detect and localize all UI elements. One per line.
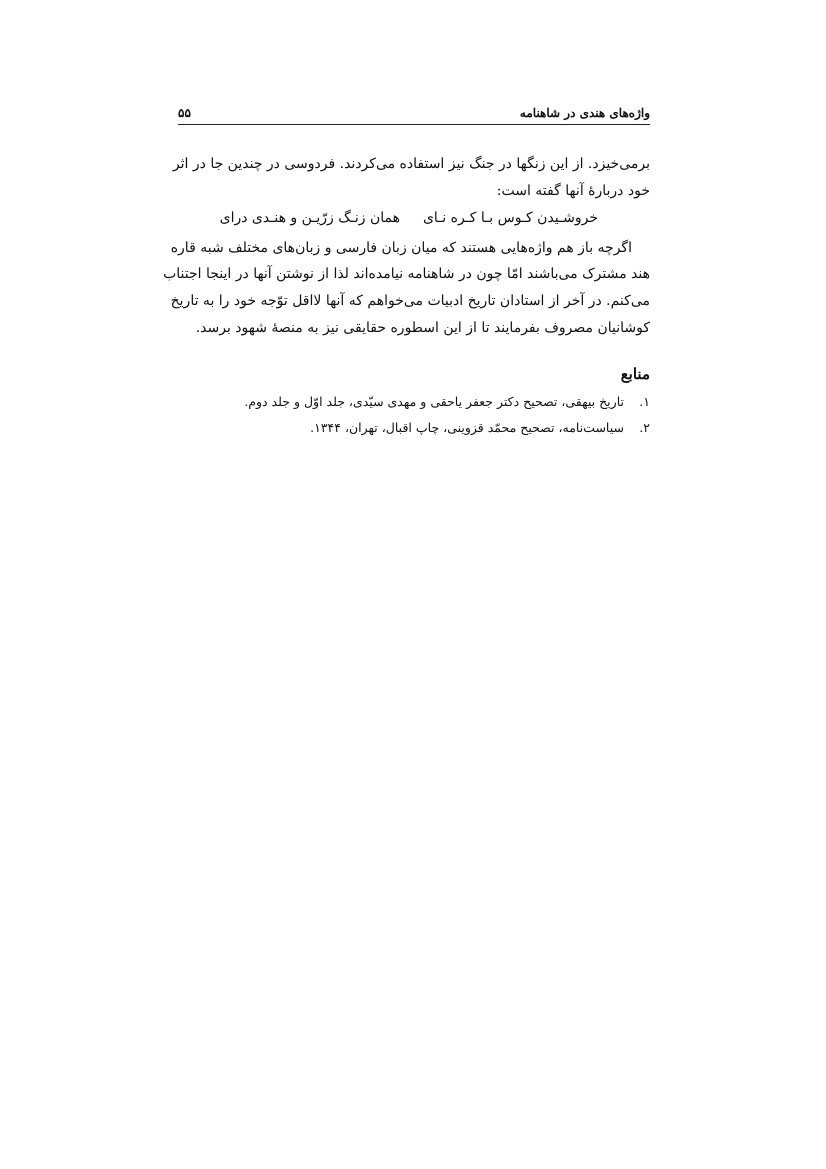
reference-text: سیاست‌نامه، تصحیح محمّد قزوینی، چاپ اقبال، تهران، ۱۳۴۴. <box>310 420 624 435</box>
references-heading: منابع <box>620 365 650 383</box>
book-page <box>163 0 650 1169</box>
verse-hemistich-second: همان زنـگ زرّیـن و هنـدی درای <box>219 210 400 226</box>
running-title: واژه‌های هندی در شاهنامه <box>519 106 650 120</box>
page-number: ۵۵ <box>178 106 191 120</box>
verse <box>178 208 650 228</box>
paragraph-line: می‌کنم. در آخر از استادان تاریخ ادبیات می‌خواهم که آنها لااقل توّجه خود را به تاریخ <box>170 293 650 309</box>
reference-text: تاریخ بیهقی، تصحیح دکتر جعفر یاحقی و مهدی سیّدی، جلد اوّل و جلد دوم. <box>244 394 624 409</box>
paragraph-line: خود دربارهٔ آنها گفته است: <box>496 183 650 199</box>
reference-number: ۲. <box>639 420 650 435</box>
paragraph-line: هند مشترک می‌باشند امّا چون در شاهنامه نیامده‌اند لذا از نوشتن آنها در اینجا اجتناب <box>163 266 650 282</box>
paragraph-line: برمی‌خیزد. از این زنگها در جنگ نیز استفاده می‌کردند. فردوسی در چندین جا در اثر <box>172 156 650 172</box>
verse-hemistich-first: خروشـیدن کـوس بـا کـره نـای <box>422 210 598 226</box>
running-header <box>178 102 650 125</box>
paragraph-line: اگرچه باز هم واژه‌هایی هستند که میان زبان فارسی و زبان‌های مختلف شبه قاره <box>170 240 632 256</box>
paragraph-line: کوشانیان مصروف بفرمایند تا از این اسطوره حقایقی نیز به منصهٔ شهود برسد. <box>195 320 650 336</box>
reference-number: ۱. <box>639 394 650 409</box>
